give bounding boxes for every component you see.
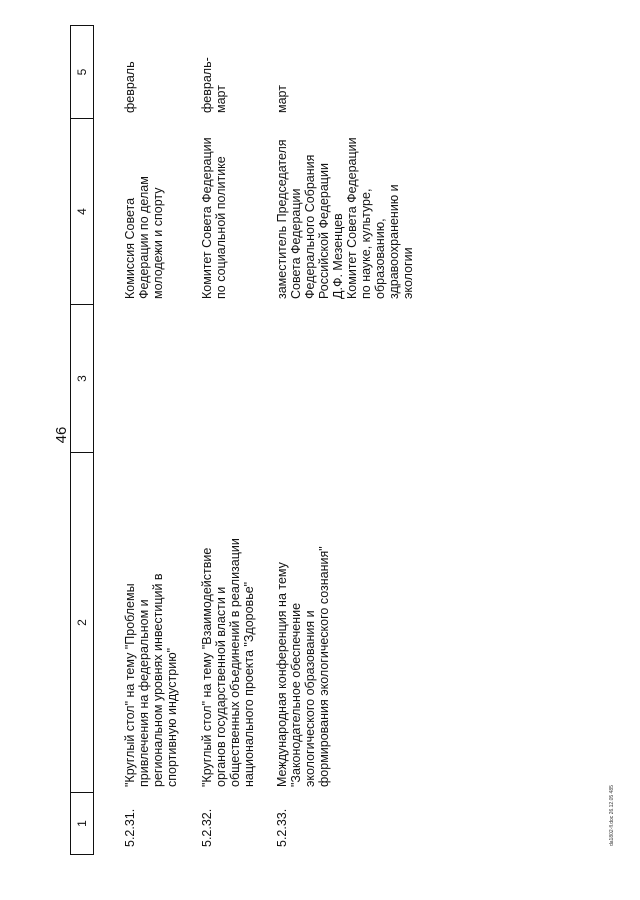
rotated-table [70,25,630,855]
row-event-5-2-31: "Круглый стол" на тему "Проблемы привлечения на федеральном и региональном уровнях инвестиций в спортивную индустрию" [123,573,179,787]
column-header-3: 3 [70,305,94,453]
row-number-5-2-33: 5.2.33. [275,808,289,847]
column-header-2: 2 [70,453,94,793]
row-responsible-5-2-32: Комитет Совета Федерации по социальной политике [200,137,228,299]
column-header-5: 5 [70,25,94,119]
row-date-5-2-33: март [275,85,289,113]
row-event-5-2-33: Международная конференция на тему "Законодательное обеспечение экологического образования и формирования экологического сознания" [275,546,331,787]
row-number-5-2-31: 5.2.31. [123,808,137,847]
row-date-5-2-31: февраль [123,61,137,113]
column-header-4: 4 [70,119,94,305]
row-number-5-2-32: 5.2.32. [200,808,214,847]
row-event-5-2-32: "Круглый стол" на тему "Взаимодействие органов государственной власти и общественных объединений в реализации национального проекта "Здоровье" [200,538,256,787]
document-footer-code: da1802-fl.doc 26.12.05 485 [609,785,615,846]
page-number: 46 [53,426,70,444]
row-responsible-5-2-31: Комиссия Совета Федерации по делам молодежи и спорту [123,176,165,299]
row-responsible-5-2-33: заместитель Председателя Совета Федерации Федерального Собрания Российской Федерации Д.Ф. Мезенцев Комитет Совета Федерации по науке, культуре, образованию, здравоохранению и экологии [275,137,415,299]
row-date-5-2-32: февраль- март [200,57,228,113]
column-header-1: 1 [70,793,94,855]
